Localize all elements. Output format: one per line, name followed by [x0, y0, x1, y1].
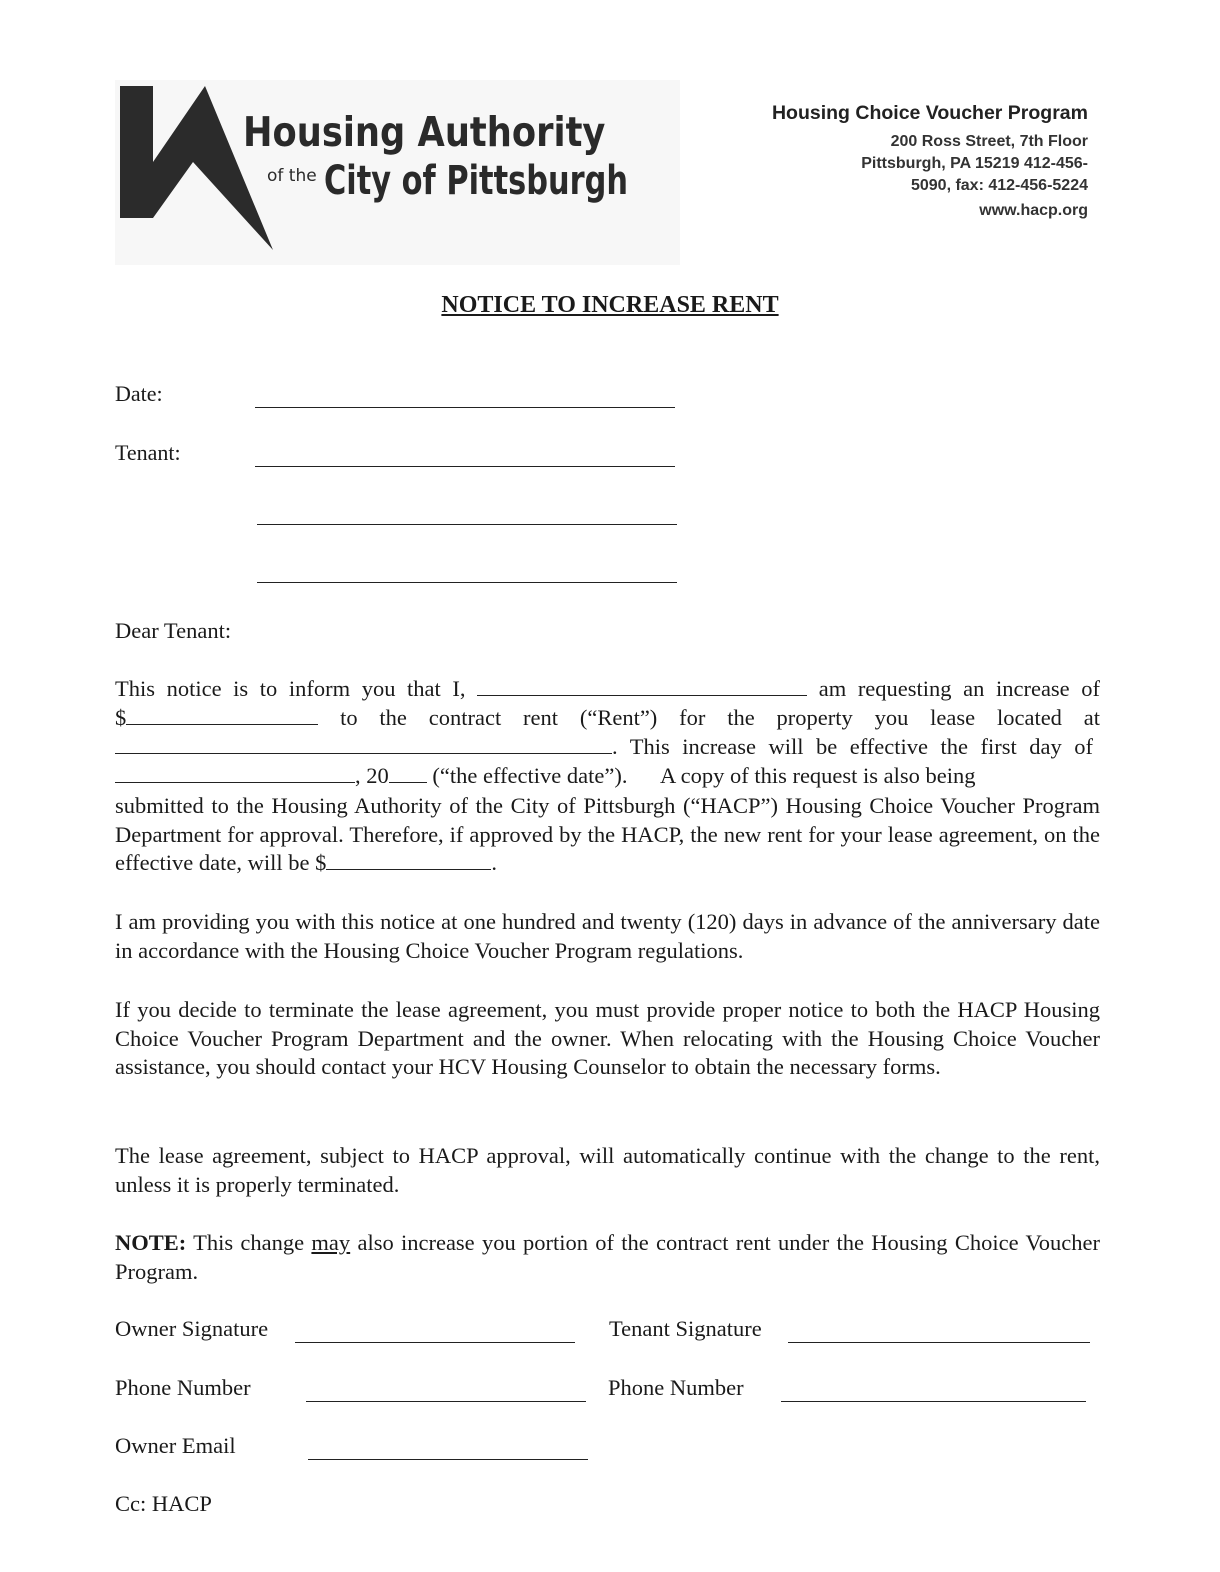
p1-text-b: am requesting an increase of — [818, 676, 1101, 701]
p1-dollar: $ — [115, 705, 127, 730]
tenant-signature-field[interactable] — [788, 1342, 1090, 1343]
tenant-phone-label: Phone Number — [608, 1375, 744, 1400]
owner-signature-field[interactable] — [295, 1342, 575, 1343]
effective-month-field[interactable] — [115, 781, 355, 783]
address-line-2: Pittsburgh, PA 15219 412-456- — [861, 155, 1088, 172]
note-may: may — [311, 1230, 351, 1255]
paragraph-1-line-1 — [115, 674, 1100, 703]
logo-line-housing-authority: Housing Authority — [243, 108, 606, 156]
owner-name-field[interactable] — [477, 694, 807, 696]
paragraph-4: The lease agreement, subject to HACP approval, will automatically continue with the change to the rent, unless it is properly terminated. — [115, 1143, 1100, 1197]
tenant-address-field-1[interactable] — [257, 524, 677, 525]
note-text-a: This change — [193, 1230, 305, 1255]
p1-text-f: , 20 — [355, 763, 389, 788]
p1-text-h: submitted to the Housing Authority of the City of Pittsburgh (“HACP”) Housing Choice Voucher Program Department for approval. Therefore, if approved by the HACP, the new rent for your lease agreement, on the effective date, will be $ — [115, 793, 1100, 875]
p1-text-d: to the contract rent (“Rent”) for the property you lease located at — [340, 705, 1101, 730]
owner-email-field[interactable] — [308, 1459, 588, 1460]
new-rent-field[interactable] — [326, 868, 491, 870]
p1-text-g: (“the effective date”). A copy of this request is also being — [432, 763, 976, 788]
tenant-label: Tenant: — [115, 440, 181, 465]
contact-block — [708, 102, 1088, 222]
effective-year-field[interactable] — [389, 781, 427, 783]
tenant-name-field[interactable] — [255, 466, 675, 467]
date-label: Date: — [115, 381, 163, 406]
owner-phone-label: Phone Number — [115, 1375, 251, 1400]
p1-text-a: This notice is to inform you that I, — [115, 676, 466, 701]
note-label: NOTE: — [115, 1230, 187, 1255]
program-name: Housing Choice Voucher Program — [771, 102, 1088, 124]
note-paragraph — [115, 1229, 1100, 1286]
website-link[interactable]: www.hacp.org — [979, 202, 1088, 219]
property-address-field[interactable] — [115, 752, 612, 754]
owner-phone-field[interactable] — [306, 1401, 586, 1402]
paragraph-3: If you decide to terminate the lease agreement, you must provide proper notice to both the HACP Housing Choice Voucher Program Department and the owner. When relocating with the Housing Choice Voucher assistance, you should contact your HCV Housing Counselor to obtain the necessary forms. — [115, 997, 1100, 1079]
owner-signature-label: Owner Signature — [115, 1316, 269, 1341]
paragraph-1-line-3 — [115, 732, 1093, 761]
logo-line-city: City of Pittsburgh — [324, 158, 629, 204]
p1-text-i: . — [491, 850, 497, 875]
tenant-phone-field[interactable] — [781, 1401, 1086, 1402]
date-field[interactable] — [255, 407, 675, 408]
note-text-b: also increase you portion of the contract rent under the Housing Choice Voucher Program. — [115, 1230, 1101, 1284]
tenant-signature-label: Tenant Signature — [609, 1316, 762, 1341]
tenant-address-field-2[interactable] — [257, 582, 677, 583]
hacp-logo — [115, 80, 680, 265]
salutation: Dear Tenant: — [115, 618, 232, 643]
address-line-1: 200 Ross Street, 7th Floor — [890, 133, 1088, 150]
logo-of-the: of the — [267, 166, 317, 186]
paragraph-1-line-4 — [115, 761, 1077, 790]
increase-amount-field[interactable] — [126, 723, 318, 725]
paragraph-1-rest — [115, 792, 1100, 878]
page-title: NOTICE TO INCREASE RENT — [441, 292, 779, 318]
cc-line: Cc: HACP — [115, 1491, 212, 1516]
address-line-3: 5090, fax: 412-456-5224 — [910, 177, 1088, 194]
paragraph-2: I am providing you with this notice at one hundred and twenty (120) days in advance of the anniversary date in accordance with the Housing Choice Voucher Program regulations. — [115, 909, 1100, 963]
paragraph-1-line-2 — [115, 703, 1100, 732]
owner-email-label: Owner Email — [115, 1433, 236, 1458]
p1-text-e: . This increase will be effective the first day of — [612, 734, 1093, 759]
